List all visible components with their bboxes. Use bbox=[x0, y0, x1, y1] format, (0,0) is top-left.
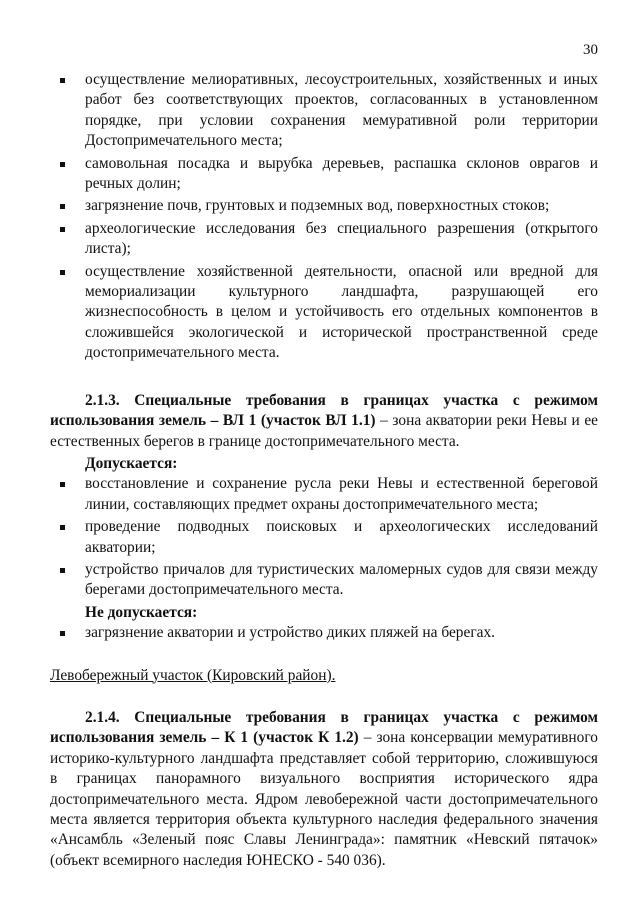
list-item bbox=[50, 154, 598, 195]
list-item bbox=[50, 517, 598, 558]
list-item-text: устройство причалов для туристических маломерных судов для связи между берегами достопримечательного места. bbox=[85, 560, 598, 599]
square-bullet-icon bbox=[60, 270, 65, 275]
list-item bbox=[50, 560, 598, 601]
square-bullet-icon bbox=[60, 525, 65, 530]
square-bullet-icon bbox=[60, 631, 65, 636]
section-2-1-4-paragraph bbox=[50, 708, 598, 871]
square-bullet-icon bbox=[60, 78, 65, 83]
document-body bbox=[50, 70, 598, 871]
list-item-text: археологические исследования без специального разрешения (открытого листа); bbox=[85, 219, 598, 258]
prohibited-activities-list bbox=[50, 70, 598, 364]
list-item bbox=[50, 474, 598, 515]
left-bank-heading: Левобережный участок (Кировский район). bbox=[50, 666, 336, 684]
list-item-text: проведение подводных поисковых и археологических исследований акватории; bbox=[85, 518, 598, 556]
section-2-1-3-text: – зона акватории реки Невы и ее естественных берегов в границе достопримечательного места. bbox=[50, 412, 599, 450]
list-item-text: загрязнение акватории и устройство диких пляжей на берегах. bbox=[85, 624, 496, 642]
list-item-text: осуществление хозяйственной деятельности, опасной или вредной для мемориализации культурного ландшафта, разрушающей его жизнеспособность в целом и устойчивость его отдельных компонентов в сложившейся экологической и исторической пространственной среде достопримечательного места. bbox=[85, 262, 598, 362]
section-2-1-4-heading: 2.1.4. Специальные требования в границах участка с режимом использования земель – К 1 (участок К 1.2) bbox=[50, 708, 598, 747]
list-item bbox=[50, 623, 598, 643]
square-bullet-icon bbox=[60, 227, 65, 232]
list-item-text: загрязнение почв, грунтовых и подземных вод, поверхностных стоков; bbox=[85, 197, 550, 215]
list-item bbox=[50, 262, 598, 364]
list-item bbox=[50, 70, 598, 152]
list-item-text: осуществление мелиоративных, лесоустроительных, хозяйственных и иных работ без соответствующих проектов, согласованных в установленном порядке, при условии сохранения мемуративной роли территории Достопримечательного места; bbox=[85, 71, 598, 150]
not-allowed-activities-list bbox=[50, 623, 598, 643]
section-2-1-4-text: – зона консервации мемуративного историко-культурного ландшафта представляет собой территорию, сложившуюся в границах панорамного визуального восприятия исторического ядра достопримечательного места. Ядром левобережной части достопримечательного места является территория объекта культурного наследия федерального значения «Ансамбль «Зеленый пояс Славы Ленинграда»: памятник «Невский пятачок» (объект всемирного наследия ЮНЕСКО - 540 036). bbox=[50, 729, 598, 869]
not-allowed-label: Не допускается: bbox=[85, 603, 198, 621]
page-number: 30 bbox=[583, 42, 598, 58]
allowed-label: Допускается: bbox=[85, 454, 178, 472]
list-item-text: самовольная посадка и вырубка деревьев, распашка склонов оврагов и речных долин; bbox=[85, 154, 598, 193]
square-bullet-icon bbox=[60, 204, 65, 209]
list-item bbox=[50, 196, 598, 216]
square-bullet-icon bbox=[60, 162, 65, 167]
section-2-1-3-heading: 2.1.3. Специальные требования в границах участка с режимом использования земель – ВЛ 1 (участок ВЛ 1.1) bbox=[50, 391, 598, 430]
section-2-1-3-paragraph bbox=[50, 391, 598, 452]
allowed-activities-list bbox=[50, 474, 598, 600]
list-item-text: восстановление и сохранение русла реки Невы и естественной береговой линии, составляющих предмет охраны достопримечательного места; bbox=[85, 475, 598, 513]
square-bullet-icon bbox=[60, 482, 65, 487]
list-item bbox=[50, 219, 598, 260]
square-bullet-icon bbox=[60, 568, 65, 573]
